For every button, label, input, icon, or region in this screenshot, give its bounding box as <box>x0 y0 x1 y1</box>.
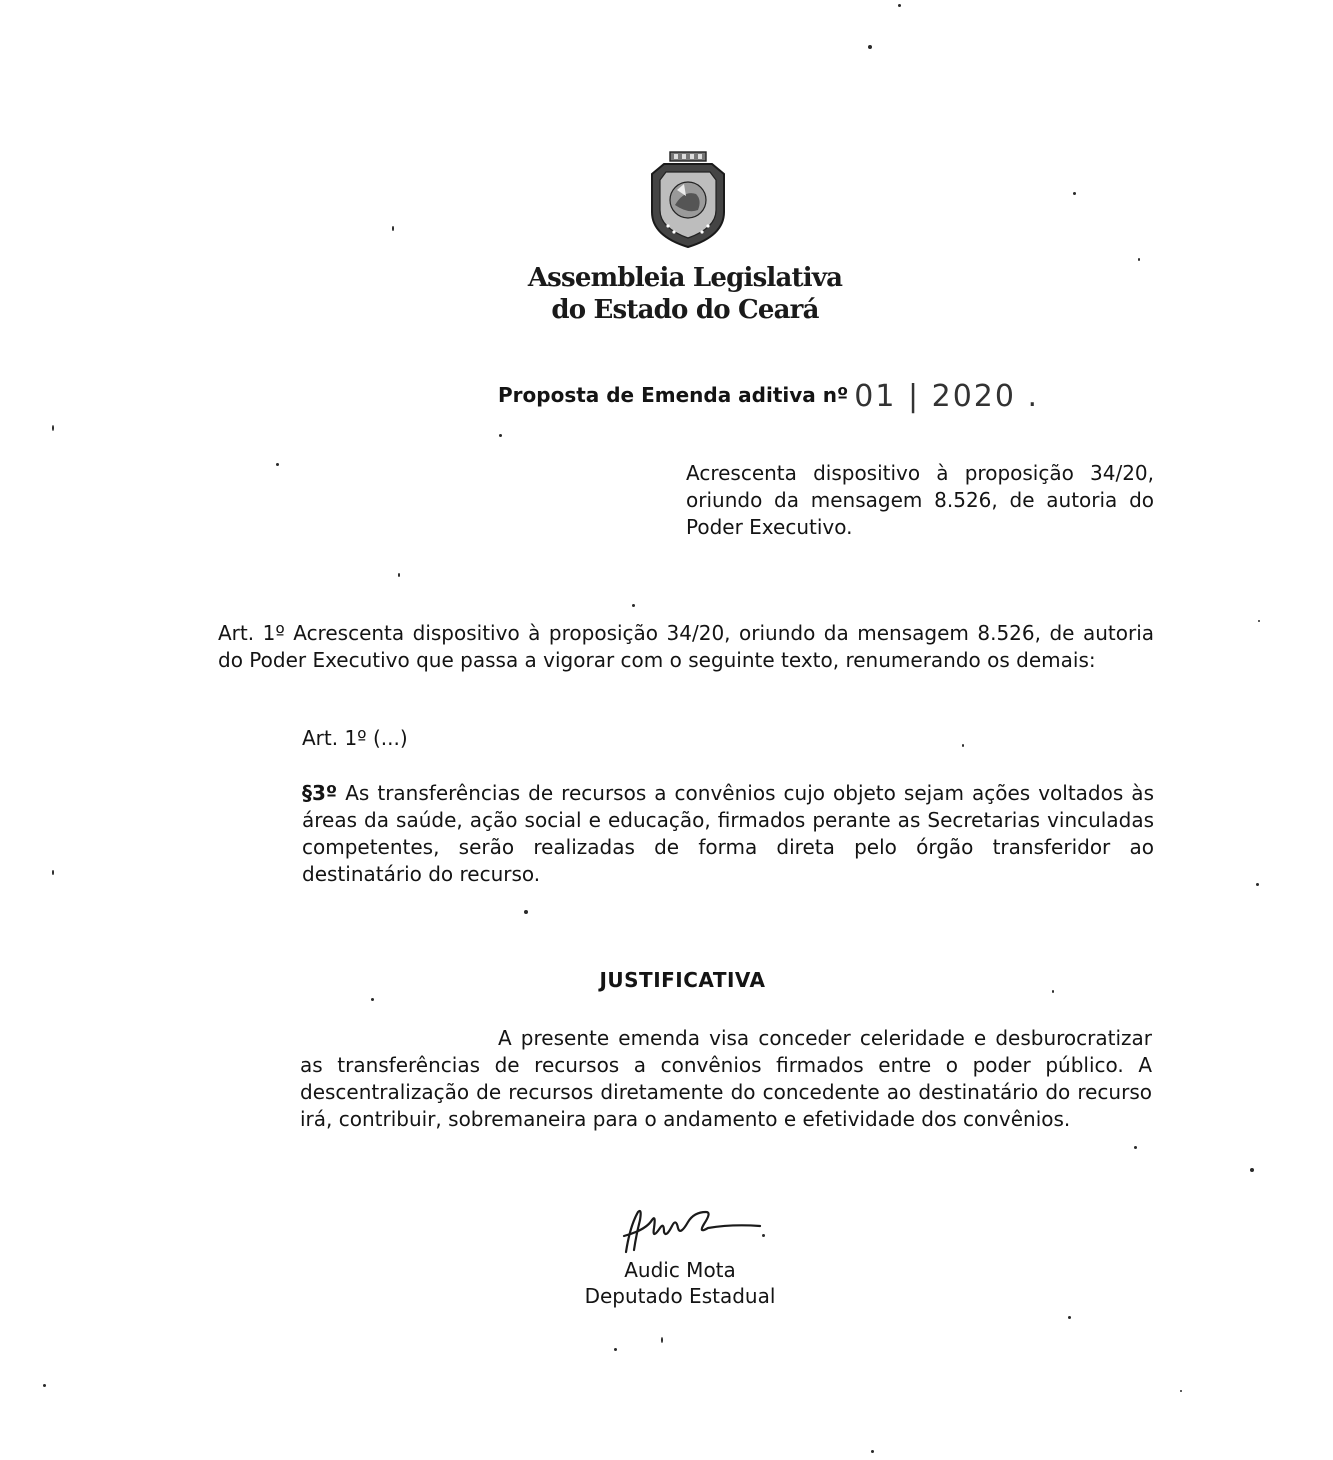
institution-name-line2: do Estado do Ceará <box>551 295 819 325</box>
proposal-title <box>498 375 1040 414</box>
paragraph-mark: §3º <box>302 781 338 805</box>
article-1-reference: Art. 1º (...) <box>302 726 408 750</box>
signer-name: Audic Mota <box>624 1258 736 1282</box>
ementa: Acrescenta dispositivo à proposição 34/20, oriundo da mensagem 8.526, de autoria do Poder Executivo. <box>686 461 1154 539</box>
proposal-number-handwritten: 01 | 2020 . <box>854 379 1040 414</box>
coat-of-arms-icon <box>644 150 732 250</box>
paragraph-3-text: As transferências de recursos a convênios cujo objeto sejam ações voltados às áreas da saúde, ação social e educação, firmados perante as Secretarias vinculadas competentes, serão realizadas de forma direta pelo órgão transferidor ao destinatário do recurso. <box>302 781 1154 886</box>
article-1-text: Art. 1º Acrescenta dispositivo à proposição 34/20, oriundo da mensagem 8.526, de autoria do Poder Executivo que passa a vigorar com o seguinte texto, renumerando os demais: <box>218 621 1154 672</box>
paragraph-3 <box>302 780 1154 888</box>
justificativa-text: A presente emenda visa conceder celeridade e desburocratizar as transferências de recursos a convênios firmados entre o poder público. A descentralização de recursos diretamente do concedente ao destinatário do recurso irá, contribuir, sobremaneira para o andamento e efetividade dos convênios. <box>300 1026 1152 1131</box>
handwritten-signature-icon <box>612 1206 772 1258</box>
justificativa-heading: JUSTIFICATIVA <box>599 968 766 992</box>
signer-role: Deputado Estadual <box>584 1284 776 1308</box>
institution-name-line1: Assembleia Legislativa <box>527 263 843 293</box>
proposal-title-text: Proposta de Emenda aditiva nº <box>498 383 849 407</box>
